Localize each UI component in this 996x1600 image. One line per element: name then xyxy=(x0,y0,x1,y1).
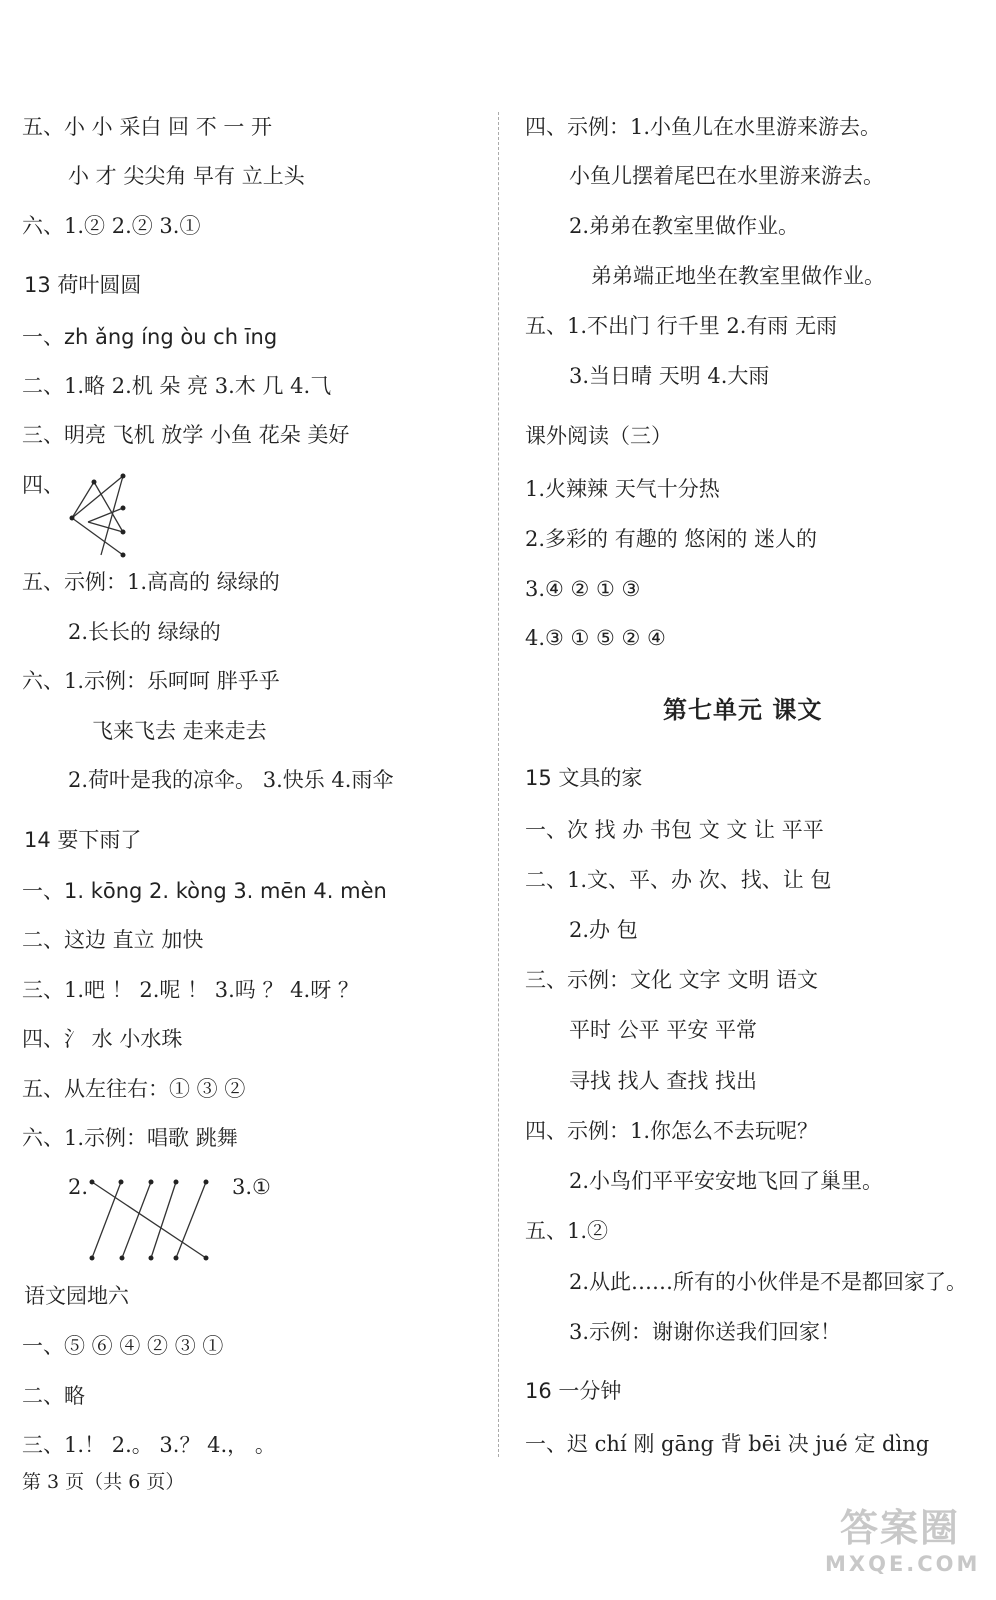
answer-line: 四、示例：1.你怎么不去玩呢？ xyxy=(525,1119,819,1143)
watermark-logo xyxy=(825,1505,981,1590)
answer-line: 六、1.示例：乐呵呵 胖乎乎 xyxy=(22,669,280,693)
answer-line: 二、1.文、平、办 次、找、让 包 xyxy=(525,868,832,892)
answer-line: 3.④ ② ① ③ xyxy=(525,577,641,601)
answer-line: 三、明亮 飞机 放学 小鱼 花朵 美好 xyxy=(22,423,350,447)
answer-line: 六、1.② 2.② 3.① xyxy=(22,214,201,238)
answer-line: 1.火辣辣 天气十分热 xyxy=(525,477,720,501)
answer-line: 三、1.吧 ！ 2.呢 ！ 3.吗 ？ 4.呀 ？ xyxy=(22,978,359,1002)
answer-line: 小 才 尖尖角 早有 立上头 xyxy=(68,164,305,188)
answer-line: 五、1.不出门 行千里 2.有雨 无雨 xyxy=(525,314,838,338)
section-heading: 语文园地六 xyxy=(24,1284,129,1308)
answer-line: 2.小鸟们平平安安地飞回了巢里。 xyxy=(569,1169,884,1193)
answer-line: 2.弟弟在教室里做作业。 xyxy=(569,214,800,238)
answer-line: 2.办 包 xyxy=(569,918,638,942)
section-heading: 15 文具的家 xyxy=(525,766,643,790)
answer-line: 2.荷叶是我的凉伞。 3.快乐 4.雨伞 xyxy=(68,768,394,792)
answer-line: 五、1.② xyxy=(525,1219,609,1243)
answer-line: 五、从左往右：① ③ ② xyxy=(22,1077,246,1101)
matching-lines-diagram xyxy=(88,1176,238,1262)
section-heading: 13 荷叶圆圆 xyxy=(24,273,142,297)
answer-line: 三、1.！ 2.。 3.？ 4.， 。 xyxy=(22,1433,276,1457)
answer-line: 一、⑤ ⑥ ④ ② ③ ① xyxy=(22,1334,224,1358)
watermark-bottom: MXQE.COM xyxy=(825,1552,981,1576)
unit-title: 第七单元 课文 xyxy=(663,696,823,724)
answer-line: 小鱼儿摆着尾巴在水里游来游去。 xyxy=(569,164,884,188)
answer-line: 飞来飞去 走来走去 xyxy=(92,719,267,743)
answer-line: 2.长长的 绿绿的 xyxy=(68,620,221,644)
answer-line: 二、这边 直立 加快 xyxy=(22,928,204,952)
answer-line: 六、1.示例：唱歌 跳舞 xyxy=(22,1126,238,1150)
column-divider xyxy=(498,112,499,1457)
answer-line: 五、示例：1.高高的 绿绿的 xyxy=(22,570,280,594)
answer-line: 4.③ ① ⑤ ② ④ xyxy=(525,626,666,650)
answer-line: 2.多彩的 有趣的 悠闲的 迷人的 xyxy=(525,527,818,551)
answer-line: 3.① xyxy=(232,1175,271,1199)
answer-line: 一、次 找 办 书包 文 文 让 平平 xyxy=(525,818,824,842)
answer-line: 三、示例：文化 文字 文明 语文 xyxy=(525,968,819,992)
answer-line: 五、小 小 采白 回 不 一 开 xyxy=(22,115,273,139)
answer-line: 2.从此……所有的小伙伴是不是都回家了。 xyxy=(569,1270,968,1294)
answer-line: 四、氵 水 小水珠 xyxy=(22,1027,183,1051)
answer-line: 一、迟 chí 刚 gāng 背 bēi 决 jué 定 dìng xyxy=(525,1432,930,1456)
answer-line: 四、示例：1.小鱼儿在水里游来游去。 xyxy=(525,115,882,139)
section-heading: 14 要下雨了 xyxy=(24,828,142,852)
answer-line: 3.当日晴 天明 4.大雨 xyxy=(569,364,770,388)
answer-line: 一、zh ǎng íng òu ch īng xyxy=(22,325,278,349)
answer-line: 寻找 找人 查找 找出 xyxy=(569,1069,758,1093)
answer-line: 3.示例：谢谢你送我们回家！ xyxy=(569,1320,842,1344)
answer-line: 2. xyxy=(68,1175,89,1199)
section-heading: 16 一分钟 xyxy=(525,1379,622,1403)
page-footer: 第 3 页（共 6 页） xyxy=(22,1471,185,1493)
answer-line: 四、 xyxy=(22,473,64,497)
section-heading: 课外阅读（三） xyxy=(525,424,672,448)
answer-line: 弟弟端正地坐在教室里做作业。 xyxy=(591,264,885,288)
answer-line: 平时 公平 平安 平常 xyxy=(569,1018,758,1042)
answer-line: 一、1. kōng 2. kòng 3. mēn 4. mèn xyxy=(22,879,387,903)
answer-line: 二、1.略 2.机 朵 亮 3.木 几 4.⺄ xyxy=(22,374,332,398)
answer-line: 二、略 xyxy=(22,1384,85,1408)
watermark-top: 答案圈 xyxy=(839,1506,960,1550)
matching-lines-diagram xyxy=(66,470,130,560)
